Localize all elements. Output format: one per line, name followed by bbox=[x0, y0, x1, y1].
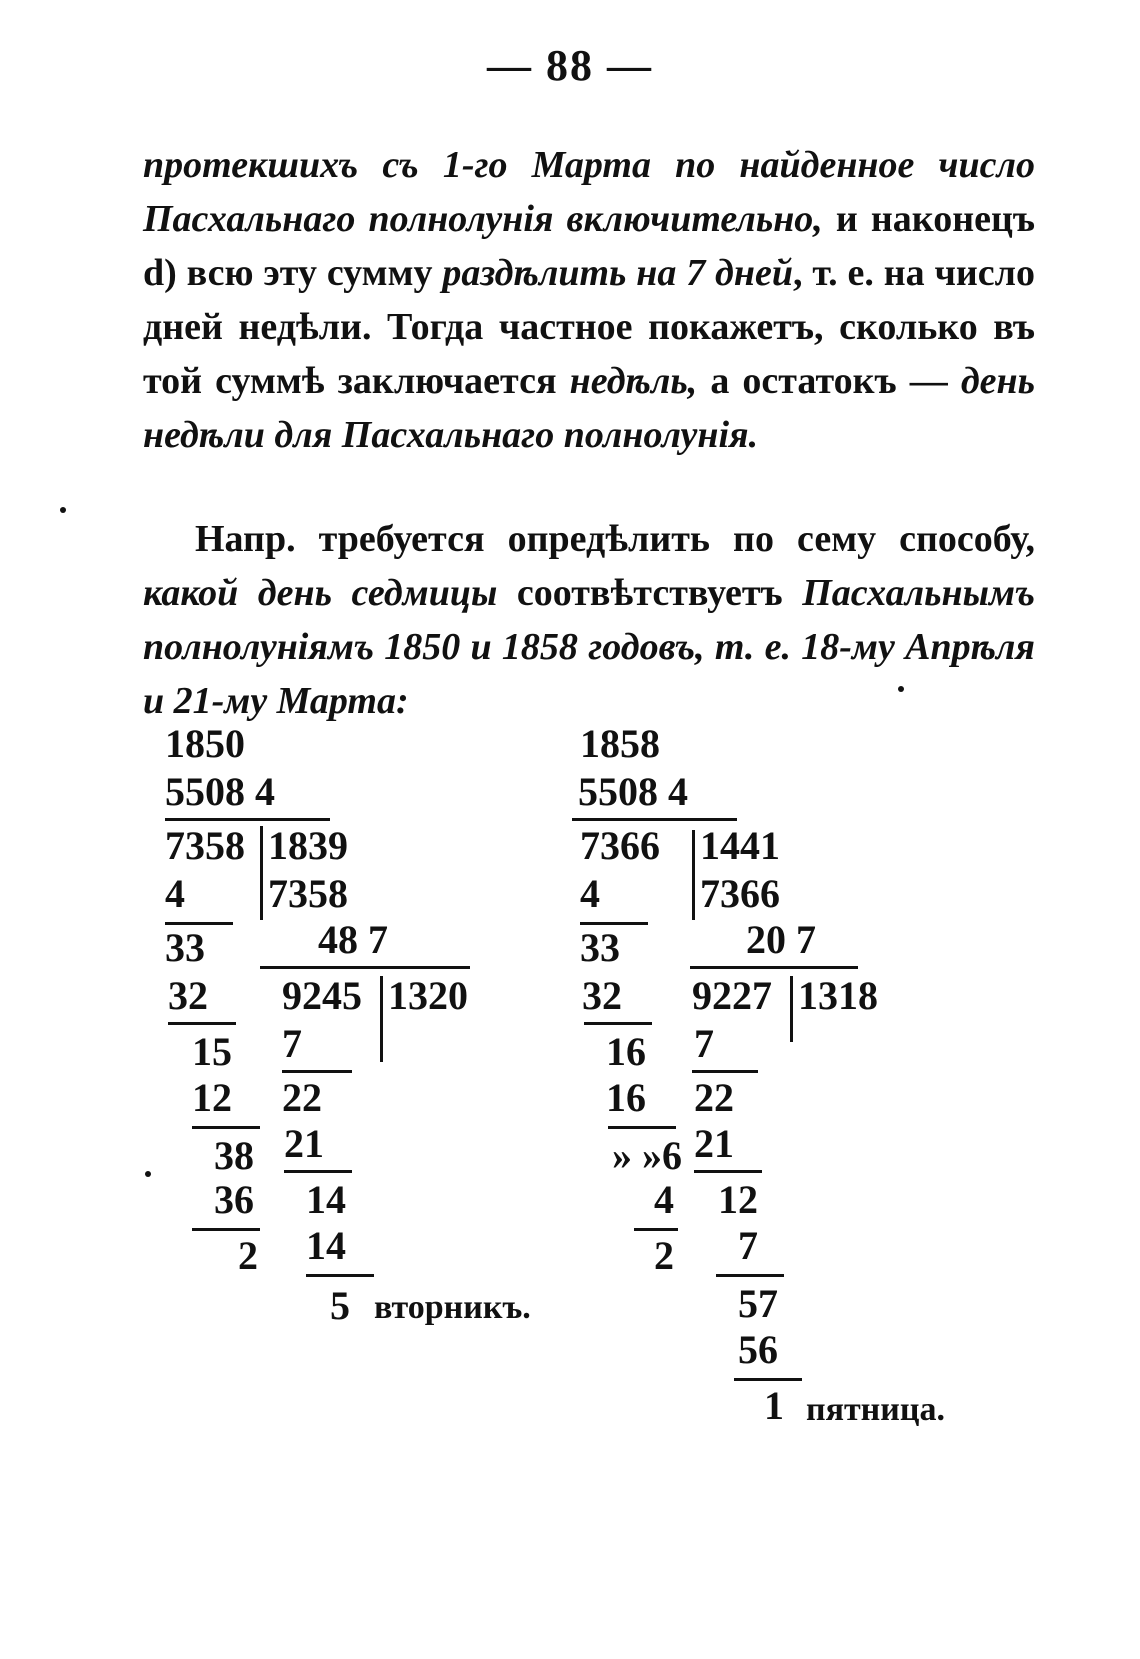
p1-italic-1: протекшихъ съ 1-го Марта по найденное число Пасхальнаго полнолунія включительно, bbox=[143, 144, 1035, 240]
scan-speck bbox=[898, 686, 904, 692]
calc1-b14b: 14 bbox=[306, 1223, 346, 1268]
calc2-r3: 16 bbox=[606, 1029, 646, 1074]
calc1-divider-2 bbox=[380, 976, 383, 1062]
calc2-divider-2 bbox=[790, 976, 793, 1042]
calc2-d1: 4 bbox=[580, 871, 600, 916]
p1-italic-3: недѣль, bbox=[569, 360, 698, 402]
calc1-rule-4 bbox=[168, 1022, 236, 1025]
calc2-rule-9 bbox=[716, 1274, 784, 1277]
calc1-result-day: вторникъ. bbox=[374, 1289, 531, 1326]
page-number: — 88 — bbox=[487, 41, 653, 90]
calc2-r5: » »6 bbox=[612, 1133, 682, 1178]
calc1-r7: 2 bbox=[238, 1233, 258, 1278]
calc2-b7: 7 bbox=[738, 1223, 758, 1268]
calc2-seven: 7 bbox=[694, 1021, 714, 1066]
calc1-result: 5 bbox=[330, 1283, 350, 1328]
calc2-r6: 4 bbox=[654, 1177, 674, 1222]
calc1-b22: 22 bbox=[282, 1075, 322, 1120]
calc2-rule-10 bbox=[734, 1378, 802, 1381]
calc1-add: 5508 4 bbox=[165, 769, 275, 814]
p2-italic-2: Пасхальнымъ полнолуніямъ 1850 и 1858 годовъ, т. е. 18-му Апрѣля и 21-му Марта: bbox=[143, 572, 1036, 722]
calc2-big: 9227 bbox=[692, 973, 772, 1018]
calc1-r4: 12 bbox=[192, 1075, 232, 1120]
calc2-big-quotient: 1318 bbox=[798, 973, 878, 1018]
p1-text-3: а остатокъ — bbox=[697, 360, 961, 402]
calc2-r7: 2 bbox=[654, 1233, 674, 1278]
calc2-add: 5508 4 bbox=[578, 769, 688, 814]
calc2-b57: 57 bbox=[738, 1281, 778, 1326]
calc2-b12: 12 bbox=[718, 1177, 758, 1222]
p2-italic-1: какой день седмицы bbox=[143, 572, 498, 614]
calc1-b21: 21 bbox=[284, 1121, 324, 1166]
calc1-d1b: 7358 bbox=[268, 871, 348, 916]
calc1-rule-5 bbox=[282, 1070, 352, 1073]
calc1-r5: 38 bbox=[214, 1133, 254, 1178]
calc2-rule-4 bbox=[584, 1022, 652, 1025]
calc2-rule-8 bbox=[634, 1228, 678, 1231]
calc2-divider-1 bbox=[692, 830, 695, 920]
calc2-result: 1 bbox=[764, 1383, 784, 1428]
calc1-seven: 7 bbox=[282, 1021, 302, 1066]
calc2-b56: 56 bbox=[738, 1327, 778, 1372]
calc1-rule-1 bbox=[165, 818, 330, 821]
calc2-quotient: 1441 bbox=[700, 823, 780, 868]
calc2-r1b: 20 7 bbox=[746, 917, 816, 962]
p2-text-1: Напр. требуется опредѣлить по сему способу, bbox=[195, 518, 1035, 560]
calc2-result-day: пятница. bbox=[806, 1391, 945, 1428]
calc1-quotient: 1839 bbox=[268, 823, 348, 868]
calc1-rule-7 bbox=[284, 1170, 352, 1173]
calc1-divider-1 bbox=[260, 826, 263, 920]
paragraph-1 bbox=[143, 138, 1035, 462]
calc1-b14a: 14 bbox=[306, 1177, 346, 1222]
calc2-rule-1 bbox=[572, 818, 737, 821]
calc2-d1b: 7366 bbox=[700, 871, 780, 916]
calc1-year: 1850 bbox=[165, 721, 245, 766]
calc2-rule-7 bbox=[694, 1170, 762, 1173]
p1-text-2: , т. е. на число дней недѣли. Тогда частное покажетъ, сколько въ той суммѣ заключается bbox=[143, 252, 1035, 402]
calc1-rule-6 bbox=[192, 1126, 260, 1129]
calc1-r1: 33 bbox=[165, 925, 205, 970]
calc2-b22: 22 bbox=[694, 1075, 734, 1120]
calc1-d1: 4 bbox=[165, 871, 185, 916]
calc1-big-quotient: 1320 bbox=[388, 973, 468, 1018]
p1-text-1: и наконецъ d) всю эту сумму bbox=[143, 198, 1035, 294]
calc2-rule-6 bbox=[608, 1126, 676, 1129]
scan-speck bbox=[145, 1171, 151, 1177]
calc1-rule-8 bbox=[192, 1228, 260, 1231]
calc1-rule-3 bbox=[260, 966, 470, 969]
calc2-r2: 32 bbox=[582, 973, 622, 1018]
calc1-r6: 36 bbox=[214, 1177, 254, 1222]
calc1-r3: 15 bbox=[192, 1029, 232, 1074]
scan-speck bbox=[60, 507, 66, 513]
p2-text-2: соотвѣтствуетъ bbox=[497, 572, 803, 614]
calc2-rule-5 bbox=[692, 1070, 758, 1073]
calc1-big: 9245 bbox=[282, 973, 362, 1018]
calc2-rule-3 bbox=[690, 966, 858, 969]
calc1-r2: 32 bbox=[168, 973, 208, 1018]
calc2-r4: 16 bbox=[606, 1075, 646, 1120]
p1-italic-2: раздѣлить на 7 дней bbox=[442, 252, 793, 294]
p1-italic-4: день недѣли для Пасхальнаго полнолунія. bbox=[143, 360, 1036, 456]
calc1-rule-9 bbox=[306, 1274, 374, 1277]
calc2-r1: 33 bbox=[580, 925, 620, 970]
calc1-r1b: 48 7 bbox=[318, 917, 388, 962]
calc1-sum: 7358 bbox=[165, 823, 245, 868]
calc2-b21: 21 bbox=[694, 1121, 734, 1166]
calc2-sum: 7366 bbox=[580, 823, 660, 868]
paragraph-2 bbox=[143, 512, 1035, 728]
calc2-year: 1858 bbox=[580, 721, 660, 766]
